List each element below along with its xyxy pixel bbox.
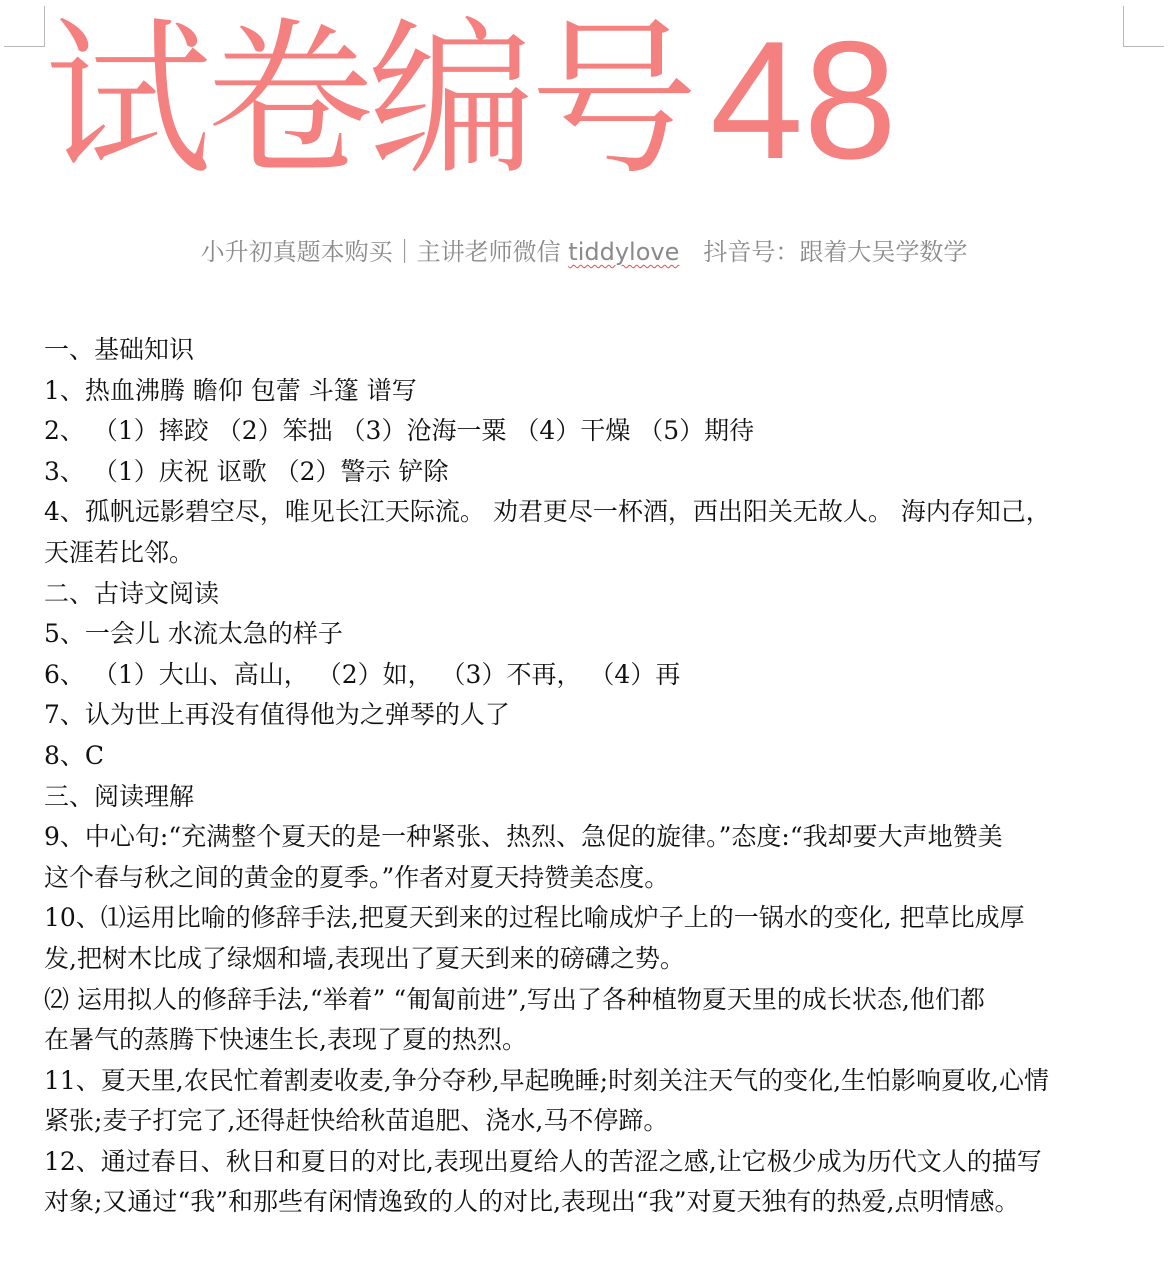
section-heading: 二、古诗文阅读 — [44, 578, 220, 608]
answer-line: 发,把树木比成了绿烟和墙,表现出了夏天到来的磅礴之势。 — [44, 943, 685, 973]
section-heading: 一、基础知识 — [44, 335, 195, 364]
answer-line: 5、一会儿 水流太急的样子 — [44, 619, 343, 649]
answer-line: 对象;又通过“我”和那些有闲情逸致的人的对比,表现出“我”对夏天独有的热爱,点明情感。 — [44, 1187, 1020, 1217]
title-number: 48 — [710, 6, 897, 194]
answer-line: 8、C — [44, 740, 105, 770]
answer-line: 9、中心句:“充满整个夏天的是一种紧张、热烈、急促的旋律。”态度:“我却要大声地赞美 — [44, 822, 1003, 852]
answer-line: 10、⑴运用比喻的修辞手法,把夏天到来的过程比喻成炉子上的一锅水的变化, 把草比成厚 — [44, 903, 1025, 933]
page-corner-mark-top-left — [4, 6, 45, 47]
answer-line: 6、 （1）大山、高山， （2）如， （3）不再， （4）再 — [44, 659, 681, 689]
subtitle-line — [0, 236, 1168, 268]
answer-line: ⑵ 运用拟人的修辞手法,“举着” “匍匐前进”,写出了各种植物夏天里的成长状态,他们都 — [44, 984, 985, 1014]
answer-line: 在暑气的蒸腾下快速生长,表现了夏的热烈。 — [44, 1025, 527, 1055]
title-text: 试卷编号 — [44, 2, 692, 198]
answer-line: 12、通过春日、秋日和夏日的对比,表现出夏给人的苦涩之感,让它极少成为历代文人的描写 — [44, 1146, 1042, 1176]
answer-content — [44, 330, 1130, 1223]
section-heading: 三、阅读理解 — [44, 781, 195, 811]
answer-line: 1、热血沸腾 瞻仰 包蕾 斗篷 谱写 — [44, 375, 417, 405]
subtitle-purchase-text: 小升初真题本购买｜主讲老师微信 — [200, 238, 569, 266]
answer-line: 4、孤帆远影碧空尽，唯见长江天际流。 劝君更尽一杯酒，西出阳关无故人。 海内存知己， — [44, 497, 1051, 527]
answer-line: 这个春与秋之间的黄金的夏季。”作者对夏天持赞美态度。 — [44, 862, 670, 892]
answer-line: 2、 （1）摔跤 （2）笨拙 （3）沧海一粟 （4）干燥 （5）期待 — [44, 416, 755, 446]
answer-line: 7、认为世上再没有值得他为之弹琴的人了 — [44, 700, 510, 730]
answer-line: 天涯若比邻。 — [44, 537, 195, 567]
subtitle-douyin-text: 抖音号：跟着大吴学数学 — [679, 238, 968, 266]
answer-line: 3、 （1）庆祝 讴歌 （2）警示 铲除 — [44, 456, 449, 486]
answer-line: 11、夏天里,农民忙着割麦收麦,争分夺秒,早起晚睡;时刻关注天气的变化,生怕影响夏收,心情 — [44, 1065, 1049, 1095]
answer-line: 紧张;麦子打完了,还得赶快给秋苗追肥、浇水,马不停蹄。 — [44, 1106, 669, 1136]
wechat-id: tiddylove — [568, 238, 680, 266]
exam-number-title — [44, 0, 1154, 210]
